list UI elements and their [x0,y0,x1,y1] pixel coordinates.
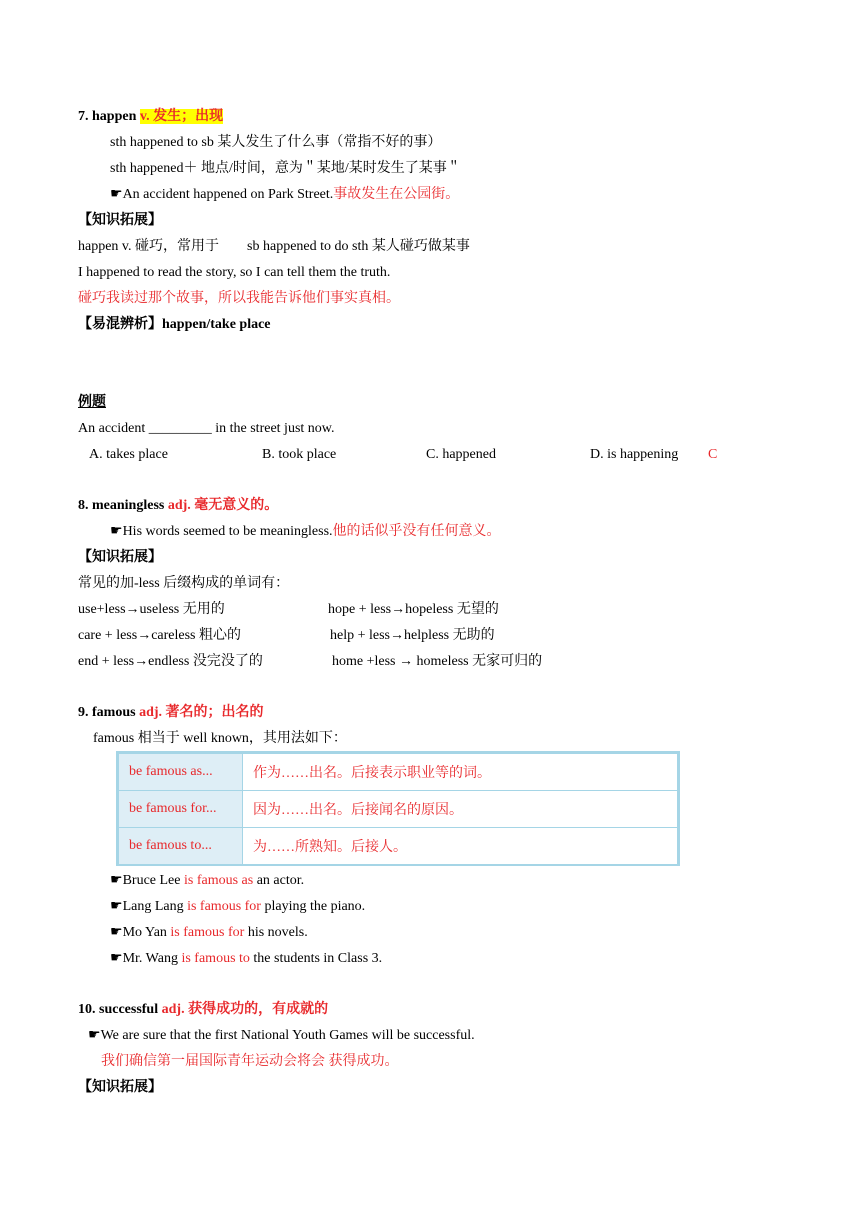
example-en: His words seemed to be meaningless. [122,524,333,539]
example-pre: Lang Lang [122,899,188,914]
pointing-hand-icon: ☛ [110,524,123,539]
table-row [119,754,678,791]
usage-table [116,751,680,866]
pointing-hand-icon: ☛ [110,187,123,202]
table-value: 为……所熟知。后接人。 [243,828,678,865]
example-phrase: is famous for [187,899,261,914]
example-sentence [110,523,501,541]
less-word: help + less→helpless 无助的 [330,628,495,643]
section-10-heading [78,1001,328,1019]
pointing-hand-icon: ☛ [110,899,123,914]
famous-example [110,898,365,916]
example-post: an actor. [253,873,305,888]
less-word: care + less→careless 粗心的 [78,628,242,643]
knowledge-extension-title: 【知识拓展】 [78,1080,162,1095]
section-8-heading [78,497,278,515]
pointing-hand-icon: ☛ [110,873,123,888]
example-post: the students in Class 3. [249,951,383,966]
knowledge-extension-title: 【知识拓展】 [78,213,162,228]
example-cn: 事故发生在公园街。 [333,187,460,202]
heading-pos: adj. 著名的；出名的 [139,705,264,720]
confusion-words: happen/take place [162,317,271,332]
table-value: 因为……出名。后接闻名的原因。 [243,791,678,828]
heading-number: 8. meaningless [78,498,165,513]
less-word: home +less → homeless 无家可归的 [332,654,543,669]
extension-line-1-a: happen v. 碰巧，常用于 [78,239,220,254]
table-row [119,791,678,828]
famous-intro: famous 相当于 well known，其用法如下： [93,731,347,746]
heading-pos: adj. 获得成功的，有成就的 [161,1002,329,1017]
pointing-hand-icon: ☛ [110,951,123,966]
section-9-heading [78,704,264,722]
heading-number: 10. successful [78,1002,159,1017]
example-title: 例题 [78,395,106,410]
table-key: be famous as... [119,754,243,791]
example-pre: Mr. Wang [122,951,182,966]
example-sentence [88,1027,475,1045]
example-en: An accident happened on Park Street. [122,187,334,202]
confusion-title: 【易混辨析】 [78,317,162,332]
famous-example [110,924,308,942]
table-row [119,828,678,865]
heading-pos: v. 发生；出现 [139,109,224,124]
option-d: D. is happening [590,447,679,462]
knowledge-extension-title: 【知识拓展】 [78,550,162,565]
usage-line-2: sth happened＋ 地点/时间，意为＂某地/某时发生了某事＂ [110,161,461,176]
extension-line-3: 碰巧我读过那个故事，所以我能告诉他们事实真相。 [78,291,400,306]
example-phrase: is famous as [183,873,254,888]
usage-line-1: sth happened to sb 某人发生了什么事（常指不好的事） [110,135,442,150]
example-phrase: is famous for [170,925,245,940]
example-pre: Bruce Lee [122,873,184,888]
famous-example [110,950,382,968]
example-pre: Mo Yan [122,925,171,940]
pointing-hand-icon: ☛ [110,925,123,940]
pointing-hand-icon: ☛ [88,1028,101,1043]
table-key: be famous for... [119,791,243,828]
heading-pos: adj. 毫无意义的。 [167,498,279,513]
less-intro: 常见的加-less 后缀构成的单词有： [78,576,290,591]
less-word: end + less→endless 没完没了的 [78,654,263,669]
example-question: An accident _________ in the street just now. [78,421,335,436]
example-post: playing the piano. [260,899,366,914]
table-key: be famous to... [119,828,243,865]
option-a: A. takes place [89,447,168,462]
heading-number: 9. famous [78,705,136,720]
famous-example [110,872,304,890]
confusion-analysis [78,316,271,334]
less-word: use+less→useless 无用的 [78,602,225,617]
answer: C [708,447,718,462]
heading-number: 7. happen [78,109,137,124]
example-en: We are sure that the first National Youth Games will be successful. [100,1028,475,1043]
example-cn: 他的话似乎没有任何意义。 [332,524,501,539]
example-phrase: is famous to [181,951,250,966]
example-sentence [110,186,459,204]
option-b: B. took place [262,447,337,462]
section-7-heading [78,108,223,126]
example-post: his novels. [244,925,308,940]
example-cn: 我们确信第一届国际青年运动会将会 获得成功。 [101,1054,399,1069]
extension-line-1 [78,238,470,256]
less-word: hope + less→hopeless 无望的 [328,602,499,617]
extension-line-1-b: sb happened to do sth 某人碰巧做某事 [247,239,470,254]
extension-line-2: I happened to read the story, so I can tell them the truth. [78,265,391,280]
table-value: 作为……出名。后接表示职业等的词。 [243,754,678,791]
option-c: C. happened [426,447,496,462]
